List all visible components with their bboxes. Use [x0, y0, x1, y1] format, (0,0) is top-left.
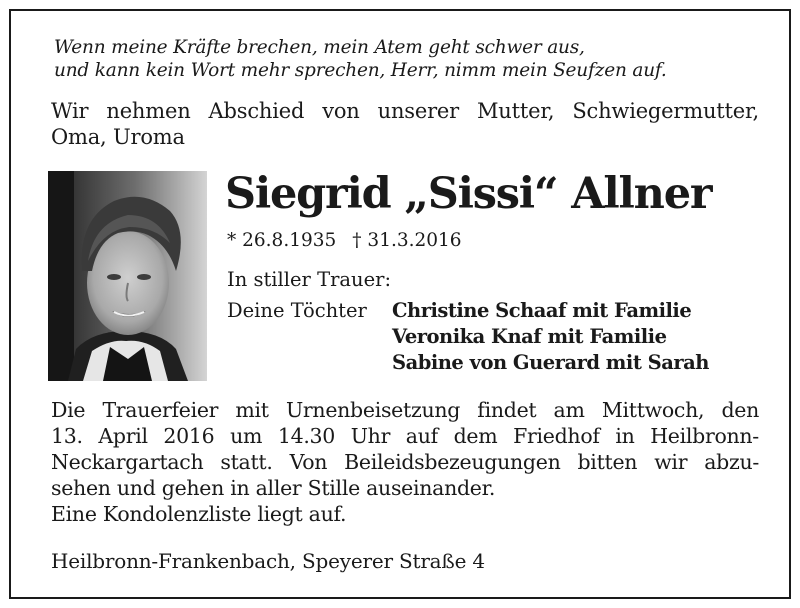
word: nehmen: [106, 99, 191, 123]
word: am: [553, 398, 585, 422]
ceremony-line: sehen und gehen in aller Stille auseinander.: [51, 476, 496, 500]
verse-line: Wenn meine Kräfte brechen, mein Atem geht schwer aus,: [54, 37, 585, 58]
intro-line: Oma, Uroma: [51, 125, 185, 149]
word: den: [721, 398, 759, 422]
word: Wir: [51, 99, 89, 123]
word: Schwiegermutter,: [572, 99, 759, 123]
word: von: [322, 99, 360, 123]
word: Mittwoch,: [601, 398, 705, 422]
word: Beileidsbezeugungen: [344, 450, 561, 474]
word: 13.: [51, 424, 83, 448]
ceremony-line: [51, 423, 759, 449]
mourning-label: In stiller Trauer:: [227, 268, 392, 291]
word: 2016: [163, 424, 215, 448]
word: abzu-: [704, 450, 759, 474]
word: Von: [289, 450, 328, 474]
life-dates: [227, 229, 462, 253]
ceremony-line: [51, 449, 759, 475]
verse-quote: [54, 36, 667, 82]
deceased-name: Siegrid „Sissi“ Allner: [225, 169, 712, 219]
word: statt.: [220, 450, 273, 474]
mourners-list: [392, 298, 709, 376]
birth-date: * 26.8.1935: [227, 230, 337, 251]
ceremony-line: [51, 397, 759, 423]
mourner-name: Christine Schaaf mit Familie: [392, 299, 692, 322]
condolence-note: Eine Kondolenzliste liegt auf.: [51, 502, 347, 526]
word: um: [230, 424, 263, 448]
word: Uhr: [350, 424, 391, 448]
ceremony-text: [51, 397, 759, 527]
relation-label: Deine Töchter: [227, 299, 367, 322]
death-date: † 31.3.2016: [352, 230, 462, 251]
word: 14.30: [277, 424, 336, 448]
word: April: [98, 424, 148, 448]
word: unserer: [377, 99, 459, 123]
word: Mutter,: [477, 99, 555, 123]
word: Abschied: [208, 99, 305, 123]
word: bitten: [577, 450, 638, 474]
word: Trauerfeier: [102, 398, 219, 422]
word: mit: [235, 398, 269, 422]
word: findet: [477, 398, 537, 422]
word: in: [615, 424, 635, 448]
word: Urnenbeisetzung: [285, 398, 461, 422]
farewell-intro: [51, 98, 761, 150]
verse-line: und kann kein Wort mehr sprechen, Herr, nimm mein Seufzen auf.: [54, 60, 667, 81]
address: Heilbronn-Frankenbach, Speyerer Straße 4: [51, 549, 485, 573]
mourner-name: Sabine von Guerard mit Sarah: [392, 351, 709, 374]
word: Heilbronn-: [650, 424, 759, 448]
intro-line: [51, 98, 759, 124]
word: dem: [453, 424, 498, 448]
word: Die: [51, 398, 86, 422]
obituary-notice: [9, 9, 791, 599]
word: auf: [405, 424, 438, 448]
word: Friedhof: [513, 424, 600, 448]
word: wir: [654, 450, 688, 474]
mourner-name: Veronika Knaf mit Familie: [392, 325, 667, 348]
word: Neckargartach: [51, 450, 204, 474]
portrait-photo: [48, 171, 207, 381]
